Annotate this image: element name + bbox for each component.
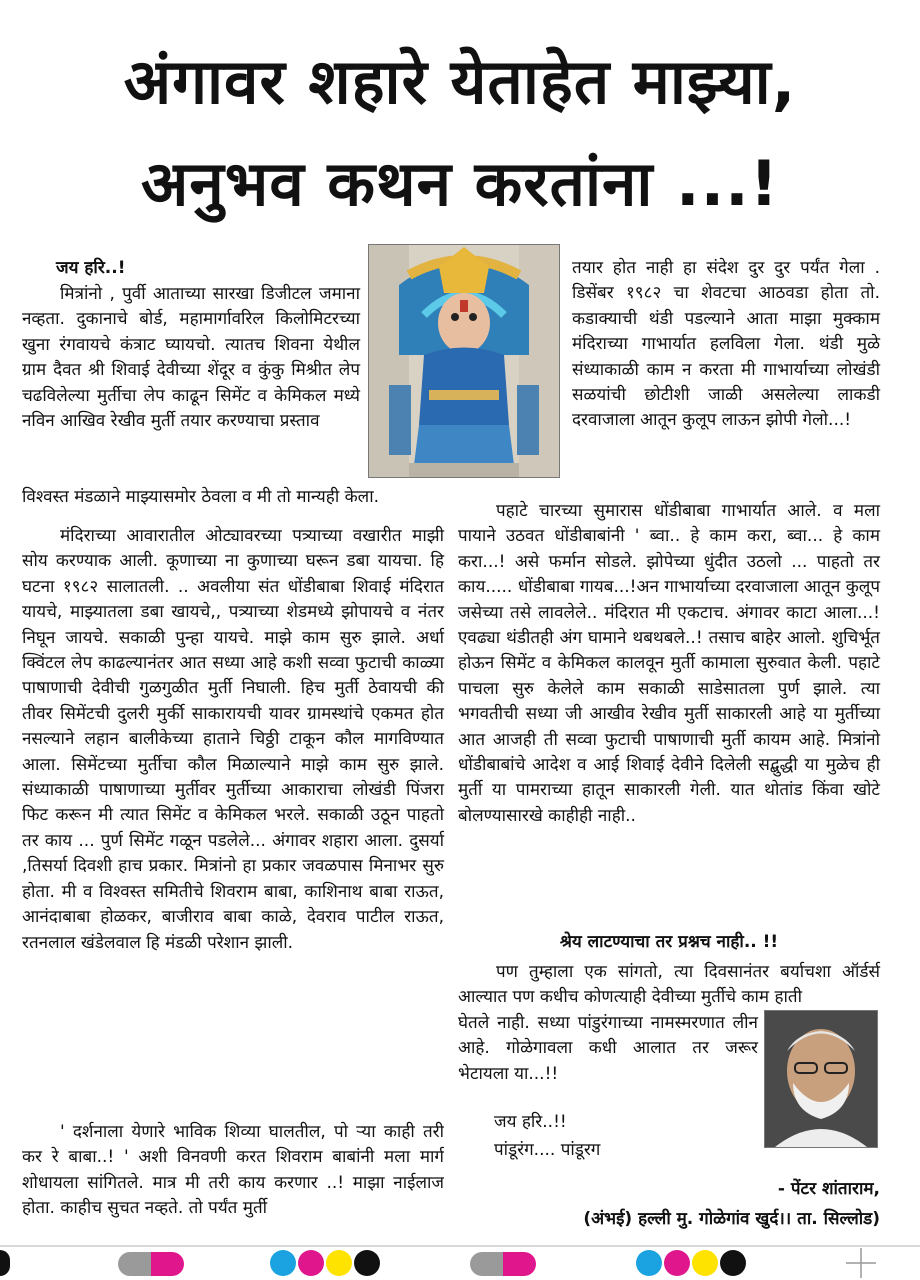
yellow-registration-dot-2 xyxy=(692,1250,718,1276)
yellow-registration-dot xyxy=(326,1250,352,1276)
signature-address: (अंभई) हल्ली मु. गोळेगांव खुर्द।। ता. सिल्लोड) xyxy=(583,1209,880,1229)
crosshair-registration-icon xyxy=(846,1248,876,1278)
magenta-registration-dot xyxy=(298,1250,324,1276)
cyan-registration-dot xyxy=(270,1250,296,1276)
cyan-registration-dot-2 xyxy=(636,1250,662,1276)
goddess-idol-photo xyxy=(368,244,560,478)
magenta-registration-dot-2 xyxy=(664,1250,690,1276)
print-registration-mark-2 xyxy=(470,1252,536,1276)
headline-line-1: अंगावर शहारे येताहेत माझ्या, xyxy=(123,45,797,118)
closing-greeting: जय हरि..!! xyxy=(494,1112,567,1132)
greeting: जय हरि..! xyxy=(56,258,126,278)
closing-name: पांडूरंग.... पांडूरग xyxy=(494,1140,601,1160)
paragraph-4: पहाटे चारच्या सुमारास धोंडीबाबा गाभार्यात आले. व मला पायाने उठवत धोंडीबाबांनी ' ब्वा.. हे काम करा, ब्वा... हे काम करा...! असे फर्मान सोडले. झोपेच्या धुंदीत उठलो ... पाहतो तर काय..... धोंडीबाबा गायब...!अन गाभार्याच्या दरवाजाला आतून कुलूप जसेच्या तसे लावलेले.. मंदिरात मी एकटाच. अंगावर काटा आला...! एवढ्या थंडीतही अंग घामाने थबथबले..! तसाच बाहेर आलो. शुचिर्भूत होऊन सिमेंट व केमिकल कालवून मुर्ती कामाला सुरुवात केली. पहाटे पाचला सुरु केलेले काम सकाळी साडेसातला पुर्ण झाले. त्या भगवतीची सध्या जी आखीव रेखीव मुर्ती साकारली आहे या मुर्तीच्या आत आजही ती सव्वा फुटाची पाषाणाची मुर्ती कायम आहे. मित्रांनो धोंडीबाबांचे आदेश व आई शिवाई देवीने दिलेली सद्बुद्धी या मुळेच ही मुर्ती या पामराच्या हातून साकारली गेली. यात थोतांड किंवा खोटे बोलण्यासारखे काहीही नाही.. xyxy=(458,501,880,826)
print-registration-mark xyxy=(118,1252,184,1276)
edge-registration-dot xyxy=(0,1250,10,1276)
paragraph-3: ' दर्शनाला येणारे भाविक शिव्या घालतील, पो ऱ्या काही तरी कर रे बाबा..! ' अशी विनवणी करत शिवराम बाबांनी मला मार्ग शोधायला सांगितले. मात्र मी तरी काय करणार ..! माझा नाईलाज होता. काहीच सुचत नव्हते. तो पर्यंत मुर्ती xyxy=(22,1122,444,1219)
author-portrait-illustration xyxy=(765,1011,877,1147)
black-registration-dot xyxy=(354,1250,380,1276)
signature-name: - पेंटर शांताराम, xyxy=(777,1179,880,1199)
headline-line-2: अनुभव कथन करतांना ...! xyxy=(140,147,779,220)
paragraph-1-top: मित्रांनो , पुर्वी आताच्या सारखा डिजीटल जमाना नव्हता. दुकानाचे बोर्ड, महामार्गावरिल किलोमिटरच्या खुना रंगवायचे कंत्राट घ्यायचो. त्यातच शिवना येथील ग्राम दैवत श्री शिवाई देवीच्या शेंदूर व कुंकु मिश्रीत लेप चढविलेल्या मुर्तीचा लेप काढून सिमेंट व केमिकल मध्ये नविन आखिव रेखीव मुर्ती तयार करण्याचा प्रस्ताव xyxy=(22,284,360,432)
paragraph-5-bottom: घेतले नाही. सध्या पांडुरंगाच्या नामस्मरणात लीन आहे. गोळेगावला कधी आलात तर जरूर भेटायला या...!! xyxy=(458,1013,758,1084)
paragraph-2: मंदिराच्या आवारातील ओट्यावरच्या पत्र्याच्या वखारीत माझी सोय करण्याक आली. कूणाच्या ना कुणाच्या घरून डबा यायचा. हि घटना १९८२ सालातली. .. अवलीया संत धोंडीबाबा शिवाई मंदिरात यायचे, माझ्यातला डबा खायचे,, पत्र्याच्या शेडमध्ये झोपायचे व नंतर निघून जायचे. सकाळी पुन्हा यायचे. माझे काम सुरु झाले. अर्धा क्विंटल लेप काढल्यानंतर आत सध्या आहे कशी सव्वा फुटाची काळ्या पाषाणाची देवीची गुळगुळीत मुर्ती निघाली. हिच मुर्ती ठेवायची की तीवर सिमेंटची दुलरी मुर्की साकारायची यावर ग्रामस्थांचे एकमत होत नसल्याने लहान बालीकेच्या हाताने चिठ्ठी टाकून कौल मागविण्यात आला. सिमेंटच्या मुर्तीचा कौल मिळाल्याने माझे काम सुरु झाले. संध्याकाळी पाषाणाच्या मुर्तीवर मुर्तीच्या आकाराचा लोखंडी पिंजरा फिट करून मी त्यात सिमेंट व केमिकल भरले. सकाळी उठून पाहतो तर काय ... पुर्ण सिमेंट गळून पडलेले... अंगावर शहारा आला. दुसर्या ,तिसर्या दिवशी हाच प्रकार. मित्रांनो हा प्रकार जवळपास मिनाभर सुरु होता. मी व विश्वस्त समितीचे शिवराम बाबा, काशिनाथ बाबा राऊत, आनंदाबाबा होळकर, बाजीराव बाबा काळे, देवराव पाटील राऊत, रतनलाल खंडेलवाल हि मंडळी परेशान झाली. xyxy=(22,526,444,953)
goddess-idol-illustration xyxy=(369,245,559,477)
paragraph-5-top: पण तुम्हाला एक सांगतो, त्या दिवसानंतर बर्याचशा ऑर्डर्स आल्यात पण कधीच कोणत्याही देवीच्या मुर्तीचे काम हाती xyxy=(458,962,880,1008)
paragraph-1-bottom: विश्वस्त मंडळाने माझ्यासमोर ठेवला व मी तो मान्यही केला. xyxy=(22,487,380,507)
subheading: श्रेय लाटण्याचा तर प्रश्नच नाही.. !! xyxy=(559,932,779,952)
black-registration-dot-2 xyxy=(720,1250,746,1276)
author-portrait-photo xyxy=(764,1010,878,1148)
paragraph-3-continued: तयार होत नाही हा संदेश दुर दुर पर्यंत गेला . डिसेंबर १९८२ चा शेवटचा आठवडा होता तो. कडाक्याची थंडी पडल्याने आता माझा मुक्काम मंदिराच्या गाभार्यात हलविला गेला. थंडी मुळे संध्याकाळी काम न करता मी गाभार्याच्या लोखंडी सळयांची छोटीशी जाळी असलेल्या लाकडी दरवाजाला आतून कुलूप लाऊन झोपी गेलो...! xyxy=(572,258,880,431)
bottom-divider xyxy=(0,1245,920,1247)
